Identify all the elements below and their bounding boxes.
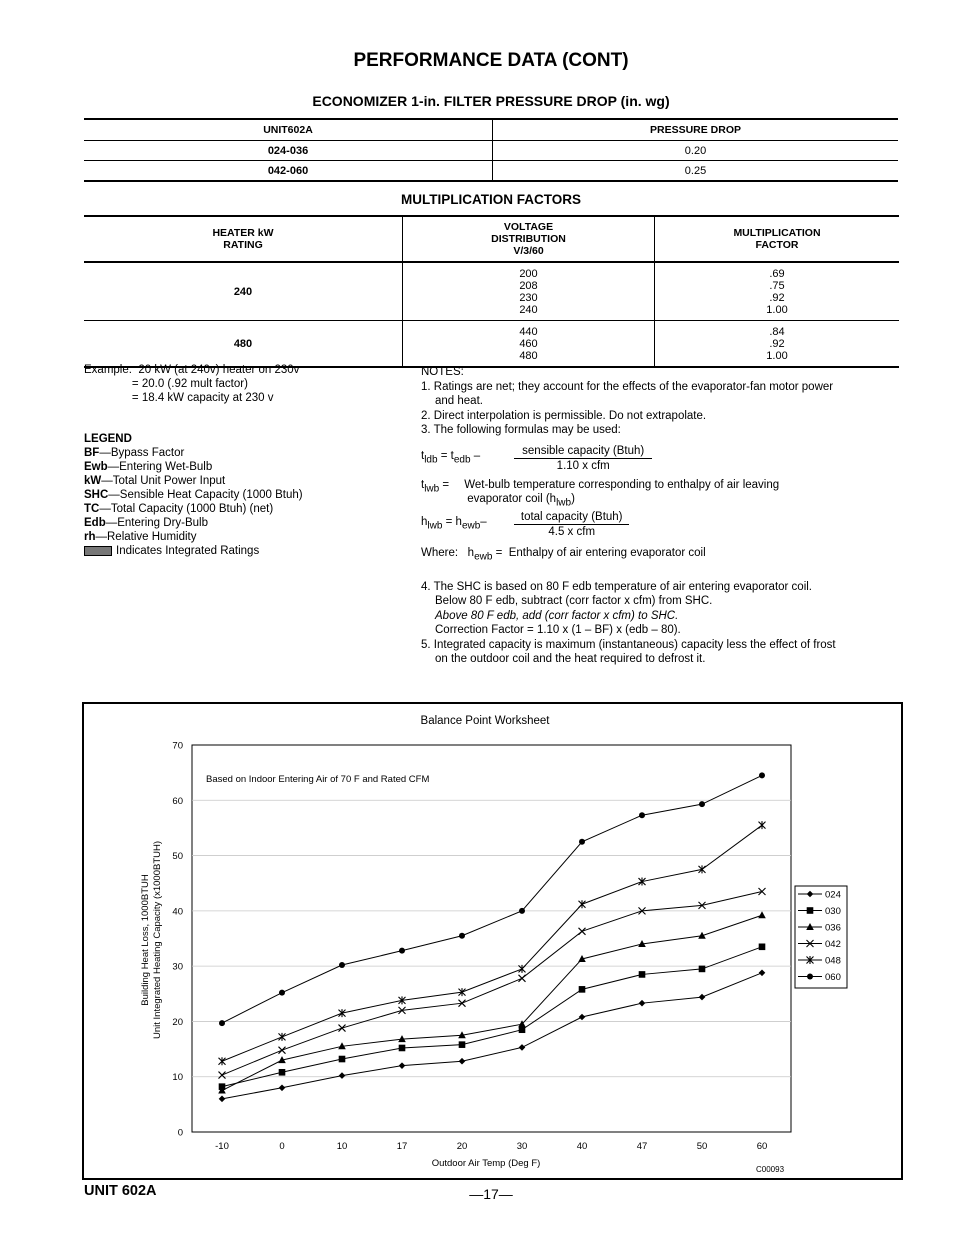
series-036: [218, 911, 766, 1093]
legend-label: 030: [825, 906, 841, 917]
legend-item: TC—Total Capacity (1000 Btuh) (net): [84, 503, 274, 515]
data-point: [339, 1025, 346, 1032]
legend-item: kW—Total Unit Power Input: [84, 475, 226, 487]
note-1-cont: and heat.: [435, 395, 483, 407]
x-tick-label: -10: [215, 1141, 229, 1152]
series-042: [219, 888, 766, 1079]
data-point: [399, 1062, 406, 1069]
mf-header-voltage: VOLTAGE DISTRIBUTION V/3/60: [403, 216, 655, 262]
data-point: [579, 1014, 586, 1021]
data-point: [339, 1009, 346, 1017]
y-tick-label: 30: [172, 961, 183, 973]
y-tick-label: 10: [172, 1072, 183, 1084]
formula-1: $t_{ldb} = t_{edb}$ – $\frac{\text{sensible capacity (Btuh)}}{\text{1.10 x cfm}}$: [421, 444, 891, 478]
data-point: [519, 975, 526, 982]
economizer-title: ECONOMIZER 1-in. FILTER PRESSURE DROP (in. wg): [312, 93, 670, 109]
data-point: [519, 908, 525, 914]
series-group: [218, 772, 766, 1102]
y-tick-label: 40: [172, 906, 183, 918]
legend-block: [84, 432, 414, 558]
series-060: [219, 772, 765, 1026]
data-point: [699, 801, 705, 807]
x-tick-label: 20: [456, 1141, 468, 1152]
legend-label: 036: [825, 922, 841, 934]
y-tick-label: 20: [172, 1016, 183, 1028]
data-point: [759, 821, 766, 829]
example-line: Example: 20 kW (at 240v) heater on 230v: [84, 364, 300, 376]
economizer-cell: 024-036: [84, 141, 493, 161]
data-point: [519, 1044, 526, 1051]
data-point: [339, 962, 345, 968]
data-point: [519, 965, 526, 973]
economizer-header-unit: UNIT602A: [84, 119, 493, 141]
legend-item: Ewb—Entering Wet-Bulb: [84, 461, 213, 473]
data-point: [759, 772, 765, 778]
data-point: [459, 1058, 466, 1065]
data-point: [579, 986, 586, 993]
x-tick-label: 0: [279, 1141, 285, 1152]
note-3: 3. The following formulas may be used:: [421, 424, 621, 436]
x-axis: [215, 1141, 767, 1152]
table-row: [84, 321, 899, 368]
example-line: = 20.0 (.92 mult factor): [84, 378, 248, 390]
data-point: [339, 1056, 346, 1063]
data-point: [279, 1047, 286, 1054]
y-tick-label: 50: [172, 851, 183, 863]
example-block: [84, 363, 414, 405]
legend-label: 042: [825, 939, 841, 950]
y-axis-label-2: Unit Integrated Heating Capacity (x1000BTUH): [152, 840, 163, 1040]
data-point: [699, 994, 706, 1001]
y-axis-label-1: Building Heat Loss, 1000BTUH: [140, 874, 151, 1006]
legend-item: SHC—Sensible Heat Capacity (1000 Btuh): [84, 489, 303, 501]
table-row: [84, 161, 898, 182]
data-point: [459, 933, 465, 939]
example-line: = 18.4 kW capacity at 230 v: [84, 392, 274, 404]
balance-point-chart: [84, 704, 901, 1178]
legend-item: Indicates Integrated Ratings: [84, 544, 414, 558]
note-1: 1. Ratings are net; they account for the effects of the evaporator-fan motor power: [421, 380, 834, 393]
x-tick-label: 30: [516, 1141, 528, 1152]
legend-marker: [807, 907, 814, 914]
x-tick-label: 60: [756, 1141, 768, 1152]
legend-label: 024: [825, 889, 841, 901]
economizer-cell: 0.25: [493, 161, 899, 182]
series-048: [219, 821, 766, 1065]
data-point: [759, 888, 766, 895]
series-line-030: [222, 947, 762, 1087]
legend-marker: [807, 974, 813, 980]
x-axis-label: Outdoor Air Temp (Deg F): [431, 1158, 541, 1169]
economizer-table: [84, 118, 898, 182]
note-4-d: Correction Factor = 1.10 x (1 – BF) x (edb – 80).: [435, 624, 681, 636]
data-point: [339, 1072, 346, 1079]
y-axis: [172, 741, 183, 1139]
notes-block: [421, 365, 891, 667]
mf-cell: .84 .92 1.00: [655, 321, 900, 368]
data-point: [579, 900, 586, 908]
x-tick-label: 10: [336, 1141, 348, 1152]
formula-2: $t_{lwb}$ = Wet-bulb temperature corresponding to enthalpy of air leaving evaporator coil $(h_{lwb})$: [421, 478, 780, 509]
series-line-048: [222, 825, 762, 1061]
chart-frame: [82, 702, 903, 1180]
mf-cell: .69 .75 .92 1.00: [655, 262, 900, 321]
series-line-060: [222, 775, 762, 1023]
note-4-b: Below 80 F edb, subtract (corr factor x cfm) from SHC.: [435, 595, 713, 607]
economizer-header-drop: PRESSURE DROP: [493, 119, 899, 141]
notes-title: NOTES:: [421, 366, 464, 378]
note-4: 4. The SHC is based on 80 F edb temperature of air entering evaporator coil.: [421, 580, 813, 593]
mf-header-factor: MULTIPLICATION FACTOR: [655, 216, 900, 262]
data-point: [759, 943, 766, 950]
series-024: [219, 969, 766, 1102]
economizer-cell: 0.20: [493, 141, 899, 161]
data-point: [699, 966, 706, 973]
note-2: 2. Direct interpolation is permissible. Do not extrapolate.: [421, 409, 707, 422]
formula-3: $h_{lwb} = h_{ewb}-$ $\frac{\text{total capacity (Btuh)}}{\text{4.5 x cfm}}$: [421, 510, 891, 544]
mf-cell: 200 208 230 240: [403, 262, 655, 321]
data-point: [579, 839, 585, 845]
figure-code: C00093: [756, 1165, 785, 1174]
table-row: [84, 262, 899, 321]
page-number: —17—: [469, 1186, 513, 1202]
mf-cell: 480: [84, 321, 403, 368]
economizer-cell: 042-060: [84, 161, 493, 182]
multiplication-title: MULTIPLICATION FACTORS: [401, 192, 581, 207]
x-tick-label: 17: [396, 1141, 408, 1152]
chart-annotation: Based on Indoor Entering Air of 70 F and Rated CFM: [206, 774, 430, 785]
legend-label: 048: [825, 955, 841, 967]
formula-where: Where: $h_{ewb}$ = Enthalpy of air entering evaporator coil: [421, 546, 706, 562]
y-tick-label: 70: [172, 740, 183, 752]
data-point: [219, 1096, 226, 1103]
data-point: [579, 928, 586, 935]
table-row: [84, 141, 898, 161]
note-5: 5. Integrated capacity is maximum (instantaneous) capacity less the effect of frost: [421, 638, 836, 651]
data-point: [639, 812, 645, 818]
data-point: [399, 948, 405, 954]
data-point: [219, 1072, 226, 1079]
data-point: [639, 1000, 646, 1007]
integrated-swatch: [84, 546, 112, 556]
data-point: [759, 969, 766, 976]
legend-item: Edb—Entering Dry-Bulb: [84, 517, 208, 529]
series-030: [219, 943, 766, 1089]
y-tick-label: 60: [172, 795, 183, 807]
data-point: [219, 1057, 226, 1065]
data-point: [279, 990, 285, 996]
legend-label: 060: [825, 972, 841, 983]
data-point: [639, 971, 646, 978]
x-tick-label: 47: [636, 1141, 648, 1152]
mf-header-heater: HEATER kW RATING: [84, 216, 403, 262]
data-point: [758, 911, 766, 918]
series-line-024: [222, 973, 762, 1099]
multiplication-table: [84, 215, 899, 368]
note-4-c: Above 80 F edb, add (corr factor x cfm) to SHC.: [435, 609, 679, 622]
data-point: [279, 1084, 286, 1091]
chart-title: Balance Point Worksheet: [420, 715, 550, 727]
series-line-036: [222, 915, 762, 1090]
data-point: [399, 1045, 406, 1052]
x-tick-label: 50: [696, 1141, 708, 1152]
x-tick-label: 40: [576, 1141, 588, 1152]
data-point: [519, 1026, 526, 1033]
legend-title: LEGEND: [84, 433, 132, 445]
legend-item: BF—Bypass Factor: [84, 447, 185, 459]
footer-unit: UNIT 602A: [84, 1183, 157, 1199]
note-5-b: on the outdoor coil and the heat required to defrost it.: [435, 653, 706, 665]
mf-cell: 440 460 480: [403, 321, 655, 368]
legend-item: rh—Relative Humidity: [84, 531, 197, 543]
data-point: [459, 1041, 466, 1048]
data-point: [279, 1069, 286, 1076]
data-point: [279, 1033, 286, 1041]
y-tick-label: 0: [177, 1127, 183, 1139]
page-title: PERFORMANCE DATA (CONT): [353, 50, 629, 71]
data-point: [219, 1020, 225, 1026]
mf-cell: 240: [84, 262, 403, 321]
